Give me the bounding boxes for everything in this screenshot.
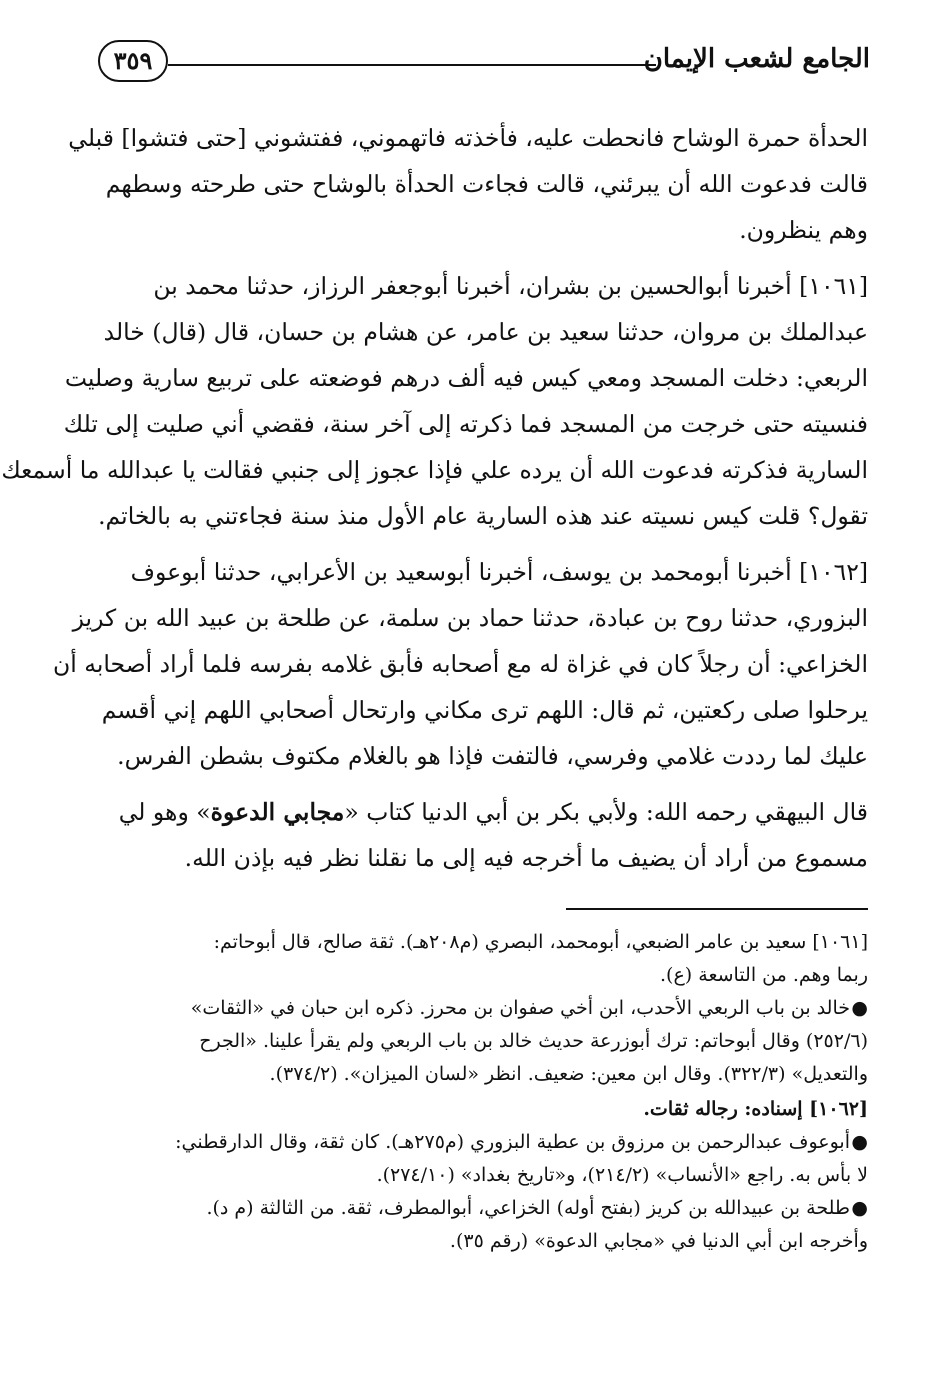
text-segment: قال البيهقي رحمه الله: ولأبي بكر بن أبي الدنيا كتاب « [344, 798, 868, 826]
footnote-line [96, 1126, 868, 1159]
text-line: السارية فذكرته فدعوت الله أن يرده علي فإذا عجوز إلى جنبي فقالت يا عبدالله ما أسمعك [1, 456, 868, 484]
text-line: عبدالملك بن مروان، حدثنا سعيد بن عامر، عن هشام بن حسان، قال (قال) خالد [103, 318, 868, 346]
text-line: البزوري، حدثنا روح بن عبادة، حدثنا حماد بن سلمة، عن طلحة بن عبيد الله بن كريز [72, 604, 868, 632]
bayhaqi-note [96, 789, 868, 881]
text-line: قالت فدعوت الله أن يبرئني، قالت فجاءت الحدأة بالوشاح حتى طرحته وسطهم [105, 170, 868, 198]
hadith-1061 [1, 263, 868, 539]
bullet-icon: ● [851, 1131, 868, 1153]
text-line: تقول؟ قلت كيس نسيته عند هذه السارية عام الأول منذ سنة فجاءتني به بالخاتم. [98, 502, 868, 530]
footnote-line: [١٠٦١] سعيد بن عامر الضبعي، أبومحمد، البصري (م٢٠٨هـ). ثقة صالح، قال أبوحاتم: [213, 931, 868, 953]
bullet-icon: ● [851, 1197, 868, 1219]
book-name-bold: مجابي الدعوة [210, 798, 345, 826]
footnote-line [96, 1192, 868, 1225]
text-line [96, 789, 868, 835]
book-title: الجامع لشعب الإيمان [643, 44, 870, 74]
footnote-line: لا بأس به. راجع «الأنساب» (٢١٤/٢)، و«تاريخ بغداد» (٢٧٤/١٠). [376, 1164, 868, 1186]
footnote-1061 [96, 926, 868, 992]
footnote-talha [96, 1192, 868, 1225]
text-line: [١٠٦٢] أخبرنا أبومحمد بن يوسف، أخبرنا أبوسعيد بن الأعرابي، حدثنا أبوعوف [130, 558, 868, 586]
text-line: الربعي: دخلت المسجد ومعي كيس فيه ألف درهم فوضعته على تربيع سارية وصليت [64, 364, 868, 392]
text-line: وهم ينظرون. [739, 216, 868, 244]
text-line: فنسيته حتى خرجت من المسجد فما ذكرته إلى آخر سنة، فقضي أني صليت إلى تلك [63, 410, 868, 438]
footnote-text: طلحة بن عبيدالله بن كريز (بفتح أوله) الخزاعي، أبوالمطرف، ثقة. من الثالثة (م د). [206, 1197, 850, 1219]
paragraph-continuation [68, 115, 868, 253]
text-line: [١٠٦١] أخبرنا أبوالحسين بن بشران، أخبرنا أبوجعفر الرزاز، حدثنا محمد بن [153, 272, 868, 300]
footnote-rule [566, 908, 868, 910]
footnote-1062-head [96, 1093, 868, 1126]
text-line: مسموع من أراد أن يضيف ما أخرجه فيه إلى ما نقلنا نظر فيه بإذن الله. [184, 844, 868, 872]
footnote-khalid [96, 992, 868, 1091]
text-line: الخزاعي: أن رجلاً كان في غزاة له مع أصحابه فأبق غلامه بفرسه فلما أراد أصحابه أن [52, 650, 868, 678]
footnote-line [96, 992, 868, 1025]
footnote-line: وأخرجه ابن أبي الدنيا في «مجابي الدعوة» (رقم ٣٥). [449, 1230, 868, 1252]
main-text [1, 115, 868, 891]
bullet-icon: ● [851, 997, 868, 1019]
footnote-line: [١٠٦٢] إسناده: رجاله ثقات. [643, 1098, 868, 1120]
hadith-1062 [52, 549, 868, 779]
footnote-line: والتعديل» (٣٢٢/٣). وقال ابن معين: ضعيف. انظر «لسان الميزان». (٣٧٤/٢). [269, 1063, 868, 1085]
footnote-line: (٢٥٢/٦) وقال أبوحاتم: ترك أبوزرعة حديث خالد بن باب الربعي ولم يقرأ علينا. «الجرح [199, 1030, 868, 1052]
header-rule [168, 64, 656, 66]
text-line: يرحلوا صلى ركعتين، ثم قال: اللهم ترى مكاني وارتحال أصحابي اللهم إني أقسم [101, 696, 868, 724]
footnote-line: ربما وهم. من التاسعة (ع). [660, 964, 868, 986]
text-line: عليك لما رددت غلامي وفرسي، فالتفت فإذا هو بالغلام مكتوف بشطن الفرس. [117, 742, 868, 770]
footnotes [96, 926, 868, 1258]
text-segment: » وهو لي [118, 798, 211, 826]
footnote-text: أبوعوف عبدالرحمن بن مرزوق بن عطية البزوري (م٢٧٥هـ). كان ثقة، وقال الدارقطني: [175, 1131, 850, 1153]
footnote-abuawf [96, 1126, 868, 1192]
footnote-ikhraj [96, 1225, 868, 1258]
footnote-text: خالد بن باب الربعي الأحدب، ابن أخي صفوان بن محرز. ذكره ابن حبان في «الثقات» [190, 997, 850, 1019]
text-line: الحدأة حمرة الوشاح فانحطت عليه، فأخذته فاتهموني، ففتشوني [حتى فتشوا] قبلي [68, 124, 868, 152]
running-header [98, 38, 870, 90]
page-number: ٣٥٩ [98, 40, 168, 82]
